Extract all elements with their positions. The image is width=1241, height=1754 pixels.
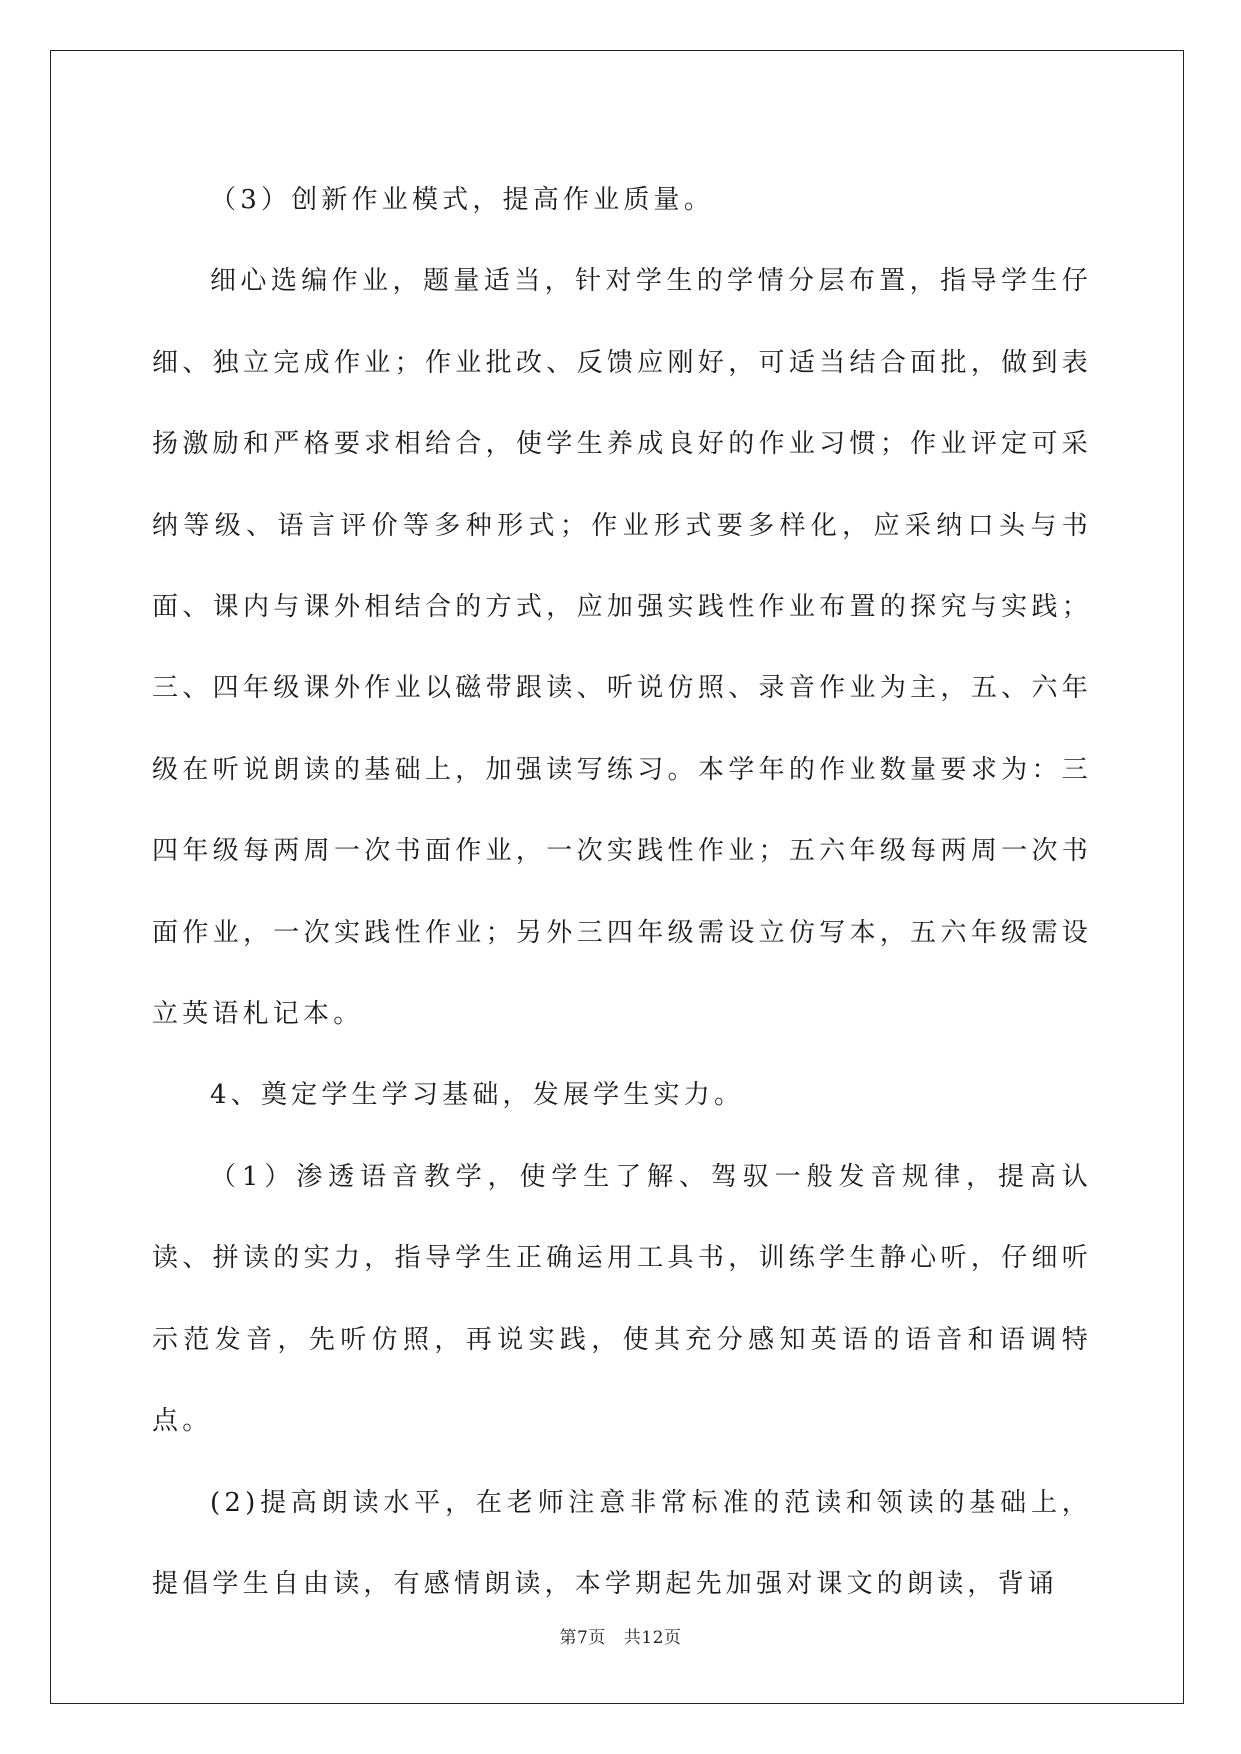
paragraph-heading-4: 4、奠定学生学习基础，发展学生实力。	[210, 1080, 745, 1111]
paragraph-reading: (2)提高朗读水平，在老师注意非常标准的范读和领读的基础上，提倡学生自由读，有感情朗读，本学期起先加强对课文的朗读，背诵	[152, 1487, 1092, 1599]
page-footer	[0, 1623, 1241, 1648]
document-body	[152, 160, 1092, 1625]
footer-current-page: 第7页	[559, 1628, 606, 1648]
paragraph-heading-3: （3）创新作业模式，提高作业质量。	[210, 185, 714, 215]
footer-total-pages: 共12页	[623, 1628, 682, 1648]
paragraph-homework-details: 细心选编作业，题量适当，针对学生的学情分层布置，指导学生仔细、独立完成作业；作业批改、反馈应刚好，可适当结合面批，做到表扬激励和严格要求相给合，使学生养成良好的作业习惯；作业评定可采纳等级、语言评价等多种形式；作业形式要多样化，应采纳口头与书面、课内与课外相结合的方式，应加强实践性作业布置的探究与实践；三、四年级课外作业以磁带跟读、听说仿照、录音作业为主，五、六年级在听说朗读的基础上，加强读写练习。本学年的作业数量要求为：三四年级每两周一次书面作业，一次实践性作业；五六年级每两周一次书面作业，一次实践性作业；另外三四年级需设立仿写本，五六年级需设立英语札记本。	[152, 266, 1092, 1030]
paragraph-phonetics: （1）渗透语音教学，使学生了解、驾驭一般发音规律，提高认读、拼读的实力，指导学生正确运用工具书，训练学生静心听，仔细听示范发音，先听仿照，再说实践，使其充分感知英语的语音和语调特点。	[152, 1161, 1092, 1437]
